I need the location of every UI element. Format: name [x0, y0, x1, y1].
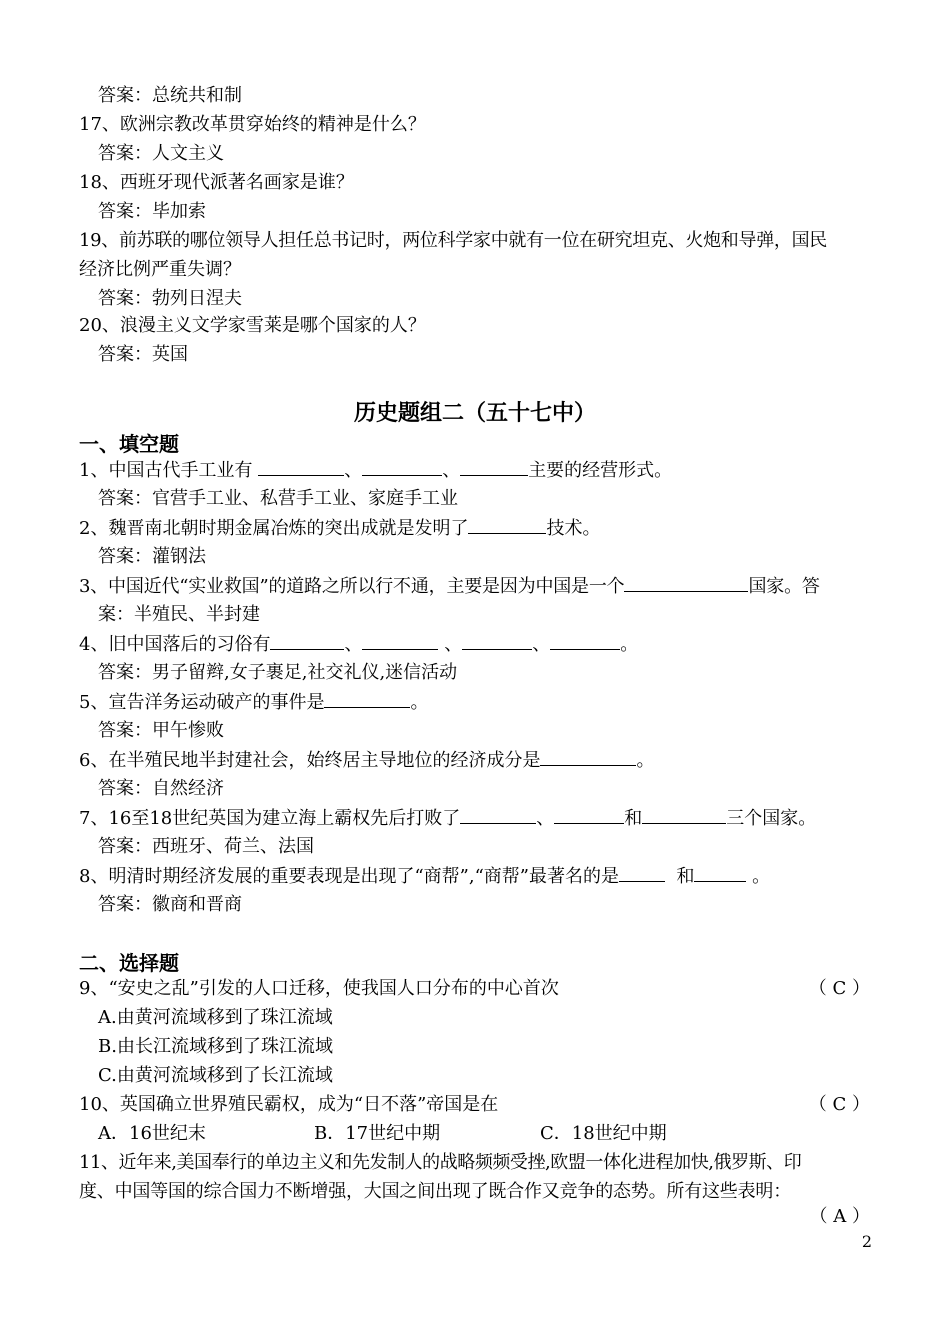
- option-10c: C．18世纪中期: [540, 1123, 667, 1144]
- question-2: [79, 516, 872, 541]
- question-17: 17、欧洲宗教改革贯穿始终的精神是什么？: [79, 114, 426, 135]
- blank: [554, 806, 624, 824]
- section-heading-fill: 一、填空题: [79, 432, 179, 456]
- blank: [694, 864, 746, 882]
- blank: [540, 748, 636, 766]
- answer-5: 答案：甲午惨败: [98, 720, 224, 741]
- question-6-text: 6、在半殖民地半封建社会，始终居主导地位的经济成分是: [79, 750, 541, 771]
- question-11-line1: 11、近年来,美国奉行的单边主义和先发制人的战略频频受挫,欧盟一体化进程加快,俄罗斯、印: [79, 1152, 802, 1173]
- answer-8: 答案：徽商和晋商: [98, 894, 242, 915]
- question-1: [79, 458, 872, 483]
- page-number: 2: [861, 1232, 872, 1251]
- answer-16: 答案：总统共和制: [98, 85, 242, 106]
- section-heading-choice: 二、选择题: [79, 951, 179, 975]
- separator: 、: [444, 634, 463, 655]
- question-9-answer: （ C ）: [808, 978, 870, 999]
- answer-20: 答案：英国: [98, 344, 188, 365]
- question-4-tail: 。: [620, 634, 639, 655]
- answer-2: 答案：灌钢法: [98, 546, 206, 567]
- question-20: 20、浪漫主义文学家雪莱是哪个国家的人？: [79, 315, 426, 336]
- blank: [468, 516, 546, 534]
- and-word: 和: [624, 808, 643, 829]
- answer-6: 答案：自然经济: [98, 778, 224, 799]
- answer-18: 答案：毕加索: [98, 201, 206, 222]
- blank: [258, 458, 344, 476]
- question-9: 9、“安史之乱”引发的人口迁移，使我国人口分布的中心首次: [79, 978, 559, 999]
- blank: [460, 806, 536, 824]
- question-4: [79, 632, 872, 657]
- answer-1: 答案：官营手工业、私营手工业、家庭手工业: [98, 488, 458, 509]
- question-7: [79, 806, 872, 831]
- blank: [270, 632, 344, 650]
- option-9c: C.由黄河流域移到了长江流域: [98, 1065, 333, 1086]
- question-8-tail: 。: [752, 866, 771, 887]
- option-10b: B．17世纪中期: [314, 1123, 441, 1144]
- question-10-answer: （ C ）: [808, 1094, 870, 1115]
- question-7-tail: 三个国家。: [726, 808, 817, 829]
- question-8: [79, 864, 872, 889]
- blank: [362, 458, 442, 476]
- question-19-line2: 经济比例严重失调？: [79, 259, 241, 280]
- question-3-tail: 国家。答: [748, 576, 820, 597]
- answer-7: 答案：西班牙、荷兰、法国: [98, 836, 314, 857]
- blank: [619, 864, 665, 882]
- question-1-tail: 主要的经营形式。: [528, 460, 673, 481]
- question-2-tail: 技术。: [546, 518, 601, 539]
- question-8-text: 8、明清时期经济发展的重要表现是出现了“商帮”,“商帮”最著名的是: [79, 866, 619, 887]
- separator: 、: [344, 634, 363, 655]
- blank: [324, 690, 410, 708]
- and-word: 和: [676, 866, 695, 887]
- blank: [362, 632, 438, 650]
- separator: 、: [442, 460, 461, 481]
- question-11-line2: 度、中国等国的综合国力不断增强，大国之间出现了既合作又竞争的态势。所有这些表明：: [79, 1181, 791, 1202]
- question-18: 18、西班牙现代派著名画家是谁？: [79, 172, 354, 193]
- question-1-text: 1、中国古代手工业有: [79, 460, 253, 481]
- question-19-line1: 19、前苏联的哪位领导人担任总书记时，两位科学家中就有一位在研究坦克、火炮和导弹，国民: [79, 230, 828, 251]
- question-6: [79, 748, 872, 773]
- blank: [550, 632, 620, 650]
- question-3: [79, 574, 872, 599]
- question-5: [79, 690, 872, 715]
- answer-4: 答案：男子留辫,女子裹足,社交礼仪,迷信活动: [98, 662, 458, 683]
- blank: [624, 574, 748, 592]
- question-11-answer: （ A ）: [809, 1206, 870, 1227]
- separator: 、: [344, 460, 363, 481]
- question-10: 10、英国确立世界殖民霸权，成为“日不落”帝国是在: [79, 1094, 499, 1115]
- answer-17: 答案：人文主义: [98, 143, 224, 164]
- question-3-text: 3、中国近代“实业救国”的道路之所以行不通，主要是因为中国是一个: [79, 576, 625, 597]
- blank: [460, 458, 528, 476]
- section-title: 历史题组二（五十七中）: [353, 400, 596, 426]
- question-7-text: 7、16至18世纪英国为建立海上霸权先后打败了: [79, 808, 461, 829]
- question-2-text: 2、魏晋南北朝时期金属冶炼的突出成就是发明了: [79, 518, 469, 539]
- blank: [462, 632, 532, 650]
- blank: [642, 806, 726, 824]
- question-5-text: 5、宣告洋务运动破产的事件是: [79, 692, 325, 713]
- question-4-text: 4、旧中国落后的习俗有: [79, 634, 271, 655]
- answer-3: 案：半殖民、半封建: [98, 604, 260, 625]
- question-6-tail: 。: [636, 750, 655, 771]
- answer-19: 答案：勃列日涅夫: [98, 288, 242, 309]
- option-9a: A.由黄河流域移到了珠江流域: [98, 1007, 333, 1028]
- option-10a: A．16世纪末: [98, 1123, 206, 1144]
- separator: 、: [536, 808, 555, 829]
- question-5-tail: 。: [410, 692, 429, 713]
- separator: 、: [532, 634, 551, 655]
- option-9b: B.由长江流域移到了珠江流域: [98, 1036, 333, 1057]
